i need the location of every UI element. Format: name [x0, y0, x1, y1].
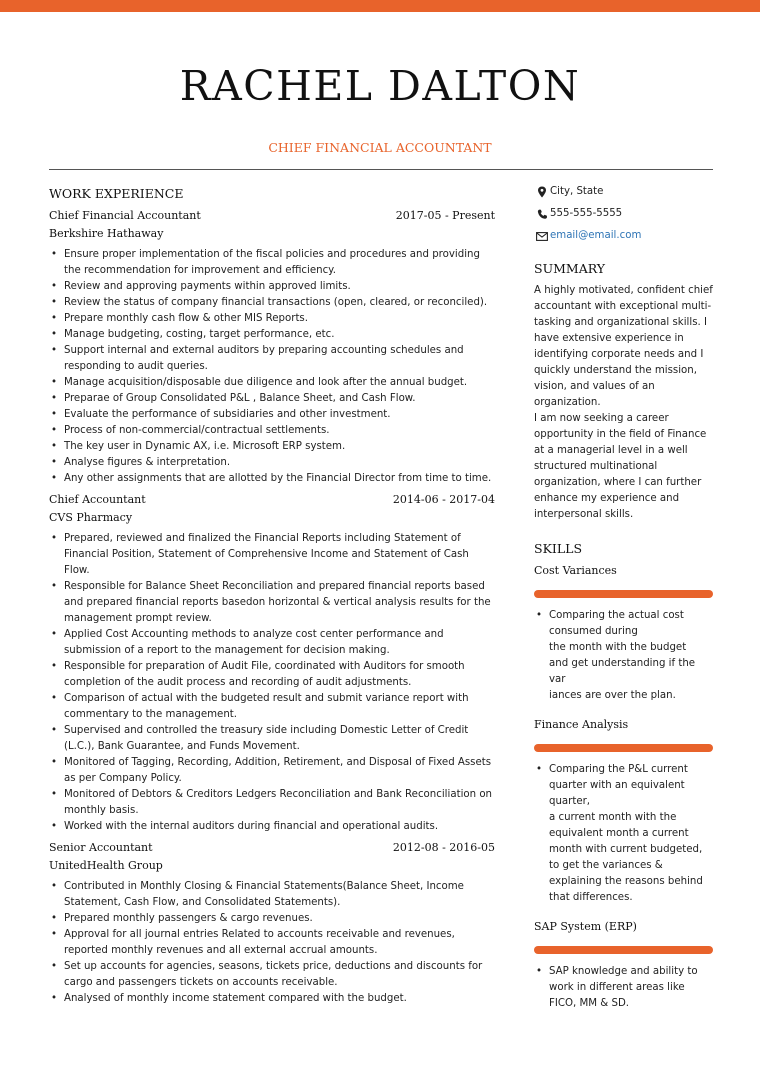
skill-line: • Comparing the P&L current — [549, 764, 688, 775]
job-bullets — [49, 879, 495, 1007]
skill-entry — [534, 563, 713, 704]
list-item: • Applied Cost Accounting methods to analyze cost center performance and submission of a report to the management for decision making. — [49, 627, 495, 659]
location-text: City, State — [550, 186, 604, 197]
list-item: • Worked with the internal auditors during financial and operational audits. — [49, 819, 495, 835]
skill-line: that differences. — [549, 892, 633, 903]
list-item: • Process of non-commercial/contractual settlements. — [49, 423, 495, 439]
skill-line: to get the variances & — [549, 860, 663, 871]
summary-line: identifying corporate needs and I — [534, 349, 704, 360]
list-item: • Analysed of monthly income statement compared with the budget. — [49, 991, 495, 1007]
list-item: • Monitored of Debtors & Creditors Ledgers Reconciliation and Bank Reconciliation on monthly basis. — [49, 787, 495, 819]
summary-line: at a managerial level in a well — [534, 445, 688, 456]
phone-icon — [534, 206, 550, 222]
job-header — [49, 208, 495, 224]
list-item: • Approval for all journal entries Related to accounts receivable and revenues, reported monthly revenues and all external accrual amounts. — [49, 927, 495, 959]
summary-line: I am now seeking a career — [534, 413, 669, 424]
job-dates: 2014-06 - 2017-04 — [392, 493, 495, 506]
contact-location — [534, 184, 713, 200]
list-item: • Prepare monthly cash flow & other MIS Reports. — [49, 311, 495, 327]
skill-line: quarter with an equivalent — [549, 780, 685, 791]
summary-line: interpersonal skills. — [534, 509, 634, 520]
skill-line: the month with the budget — [549, 642, 687, 653]
phone-text: 555-555-5555 — [550, 208, 623, 219]
skill-bullets — [534, 608, 713, 704]
skill-entry — [534, 717, 713, 906]
summary-text — [534, 283, 713, 523]
envelope-icon — [534, 228, 550, 244]
job-header — [49, 840, 495, 856]
list-item: • Ensure proper implementation of the fiscal policies and procedures and providing the recommendation for improvement and efficiency. — [49, 247, 495, 279]
list-item: • Any other assignments that are allotted by the Financial Director from time to time. — [49, 471, 495, 487]
summary-line: enhance my experience and — [534, 493, 680, 504]
job-company: Berkshire Hathaway — [49, 227, 164, 240]
left-column — [49, 186, 495, 1012]
list-item: • Review the status of company financial transactions (open, cleared, or reconciled). — [49, 295, 495, 311]
list-item: • Preparae of Group Consolidated P&L , Balance Sheet, and Cash Flow. — [49, 391, 495, 407]
summary-line: have extensive experience in — [534, 333, 684, 344]
skill-line: month with current budgeted, — [549, 844, 703, 855]
skill-line: a current month with the — [549, 812, 677, 823]
job-entry — [49, 492, 495, 835]
skill-line: explaining the reasons behind — [549, 876, 703, 887]
top-accent-bar — [0, 0, 760, 12]
right-column — [534, 184, 713, 1025]
skill-line: iances are over the plan. — [549, 690, 676, 701]
summary-line: tasking and organizational skills. I — [534, 317, 707, 328]
job-bullets — [49, 531, 495, 835]
job-position: Chief Accountant — [49, 493, 146, 506]
job-company: UnitedHealth Group — [49, 859, 163, 872]
job-dates: 2017-05 - Present — [395, 209, 495, 222]
map-pin-icon — [534, 184, 550, 200]
skill-level-bar — [534, 744, 713, 752]
list-item — [534, 964, 713, 1012]
skill-bullets — [534, 964, 713, 1012]
list-item: • Analyse figures & interpretation. — [49, 455, 495, 471]
skills-heading: SKILLS — [534, 541, 583, 556]
skill-level-bar — [534, 590, 713, 598]
job-position: Senior Accountant — [49, 841, 153, 854]
summary-line: organization. — [534, 397, 601, 408]
summary-line: accountant with exceptional multi- — [534, 301, 712, 312]
list-item: • Set up accounts for agencies, seasons, tickets price, deductions and discounts for cargo and passengers tickets on accounts receivable. — [49, 959, 495, 991]
skill-level-bar — [534, 946, 713, 954]
list-item: • Manage budgeting, costing, target performance, etc. — [49, 327, 495, 343]
skill-entry — [534, 919, 713, 1012]
list-item: • The key user in Dynamic AX, i.e. Microsoft ERP system. — [49, 439, 495, 455]
job-entry — [49, 840, 495, 1007]
job-position: Chief Financial Accountant — [49, 209, 201, 222]
summary-line: vision, and values of an — [534, 381, 655, 392]
candidate-name: RACHEL DALTON — [179, 62, 581, 110]
work-experience-heading: WORK EXPERIENCE — [49, 186, 184, 201]
list-item: • Support internal and external auditors by preparing accounting schedules and responding to audit queries. — [49, 343, 495, 375]
list-item: • Review and approving payments within approved limits. — [49, 279, 495, 295]
skill-line: • Comparing the actual cost — [549, 610, 684, 621]
list-item: • Prepared monthly passengers & cargo revenues. — [49, 911, 495, 927]
list-item: • Responsible for preparation of Audit File, coordinated with Auditors for smooth completion of the audit process and recording of audit adjustments. — [49, 659, 495, 691]
list-item: • Supervised and controlled the treasury side including Domestic Letter of Credit (L.C.), Bank Guarantee, and Funds Movement. — [49, 723, 495, 755]
skill-line: consumed during — [549, 626, 638, 637]
skill-line: quarter, — [549, 796, 591, 807]
summary-heading: SUMMARY — [534, 261, 606, 276]
contact-phone — [534, 206, 713, 222]
skill-name: Finance Analysis — [534, 718, 629, 731]
list-item: • Prepared, reviewed and finalized the Financial Reports including Statement of Financial Position, Statement of Comprehensive Income and Statement of Cash Flow. — [49, 531, 495, 579]
list-item: • Monitored of Tagging, Recording, Addition, Retirement, and Disposal of Fixed Assets as per Company Policy. — [49, 755, 495, 787]
job-title: CHIEF FINANCIAL ACCOUNTANT — [268, 140, 492, 155]
skill-line: • SAP knowledge and ability to — [549, 966, 698, 977]
list-item: • Comparison of actual with the budgeted result and submit variance report with commentary to the management. — [49, 691, 495, 723]
summary-line: opportunity in the field of Finance — [534, 429, 707, 440]
skill-name: Cost Variances — [534, 564, 617, 577]
job-dates: 2012-08 - 2016-05 — [392, 841, 495, 854]
list-item: • Contributed in Monthly Closing & Financial Statements(Balance Sheet, Income Statement, Cash Flow, and Consolidated Statements). — [49, 879, 495, 911]
skill-name: SAP System (ERP) — [534, 920, 637, 933]
skill-line: FICO, MM & SD. — [549, 998, 630, 1009]
list-item: • Manage acquisition/disposable due diligence and look after the annual budget. — [49, 375, 495, 391]
contact-email — [534, 228, 713, 244]
job-header — [49, 492, 495, 508]
skill-line: equivalent month a current — [549, 828, 689, 839]
summary-line: structured multinational — [534, 461, 658, 472]
summary-line: A highly motivated, confident chief — [534, 285, 713, 296]
list-item — [534, 608, 713, 704]
summary-line: organization, where I can further — [534, 477, 702, 488]
list-item: • Responsible for Balance Sheet Reconciliation and prepared financial reports based and prepared financial reports basedon horizontal & vertical analysis results for the management prompt review. — [49, 579, 495, 627]
job-company: CVS Pharmacy — [49, 511, 133, 524]
job-entry — [49, 208, 495, 487]
skill-line: and get understanding if the var — [549, 658, 696, 685]
job-bullets — [49, 247, 495, 487]
skills-list — [534, 563, 713, 1012]
job-list — [49, 208, 495, 1007]
list-item — [534, 762, 713, 906]
skill-line: work in different areas like — [549, 982, 685, 993]
list-item: • Evaluate the performance of subsidiaries and other investment. — [49, 407, 495, 423]
email-link[interactable]: email@email.com — [550, 230, 642, 241]
skill-bullets — [534, 762, 713, 906]
header-divider — [49, 169, 713, 170]
summary-line: quickly understand the mission, — [534, 365, 697, 376]
